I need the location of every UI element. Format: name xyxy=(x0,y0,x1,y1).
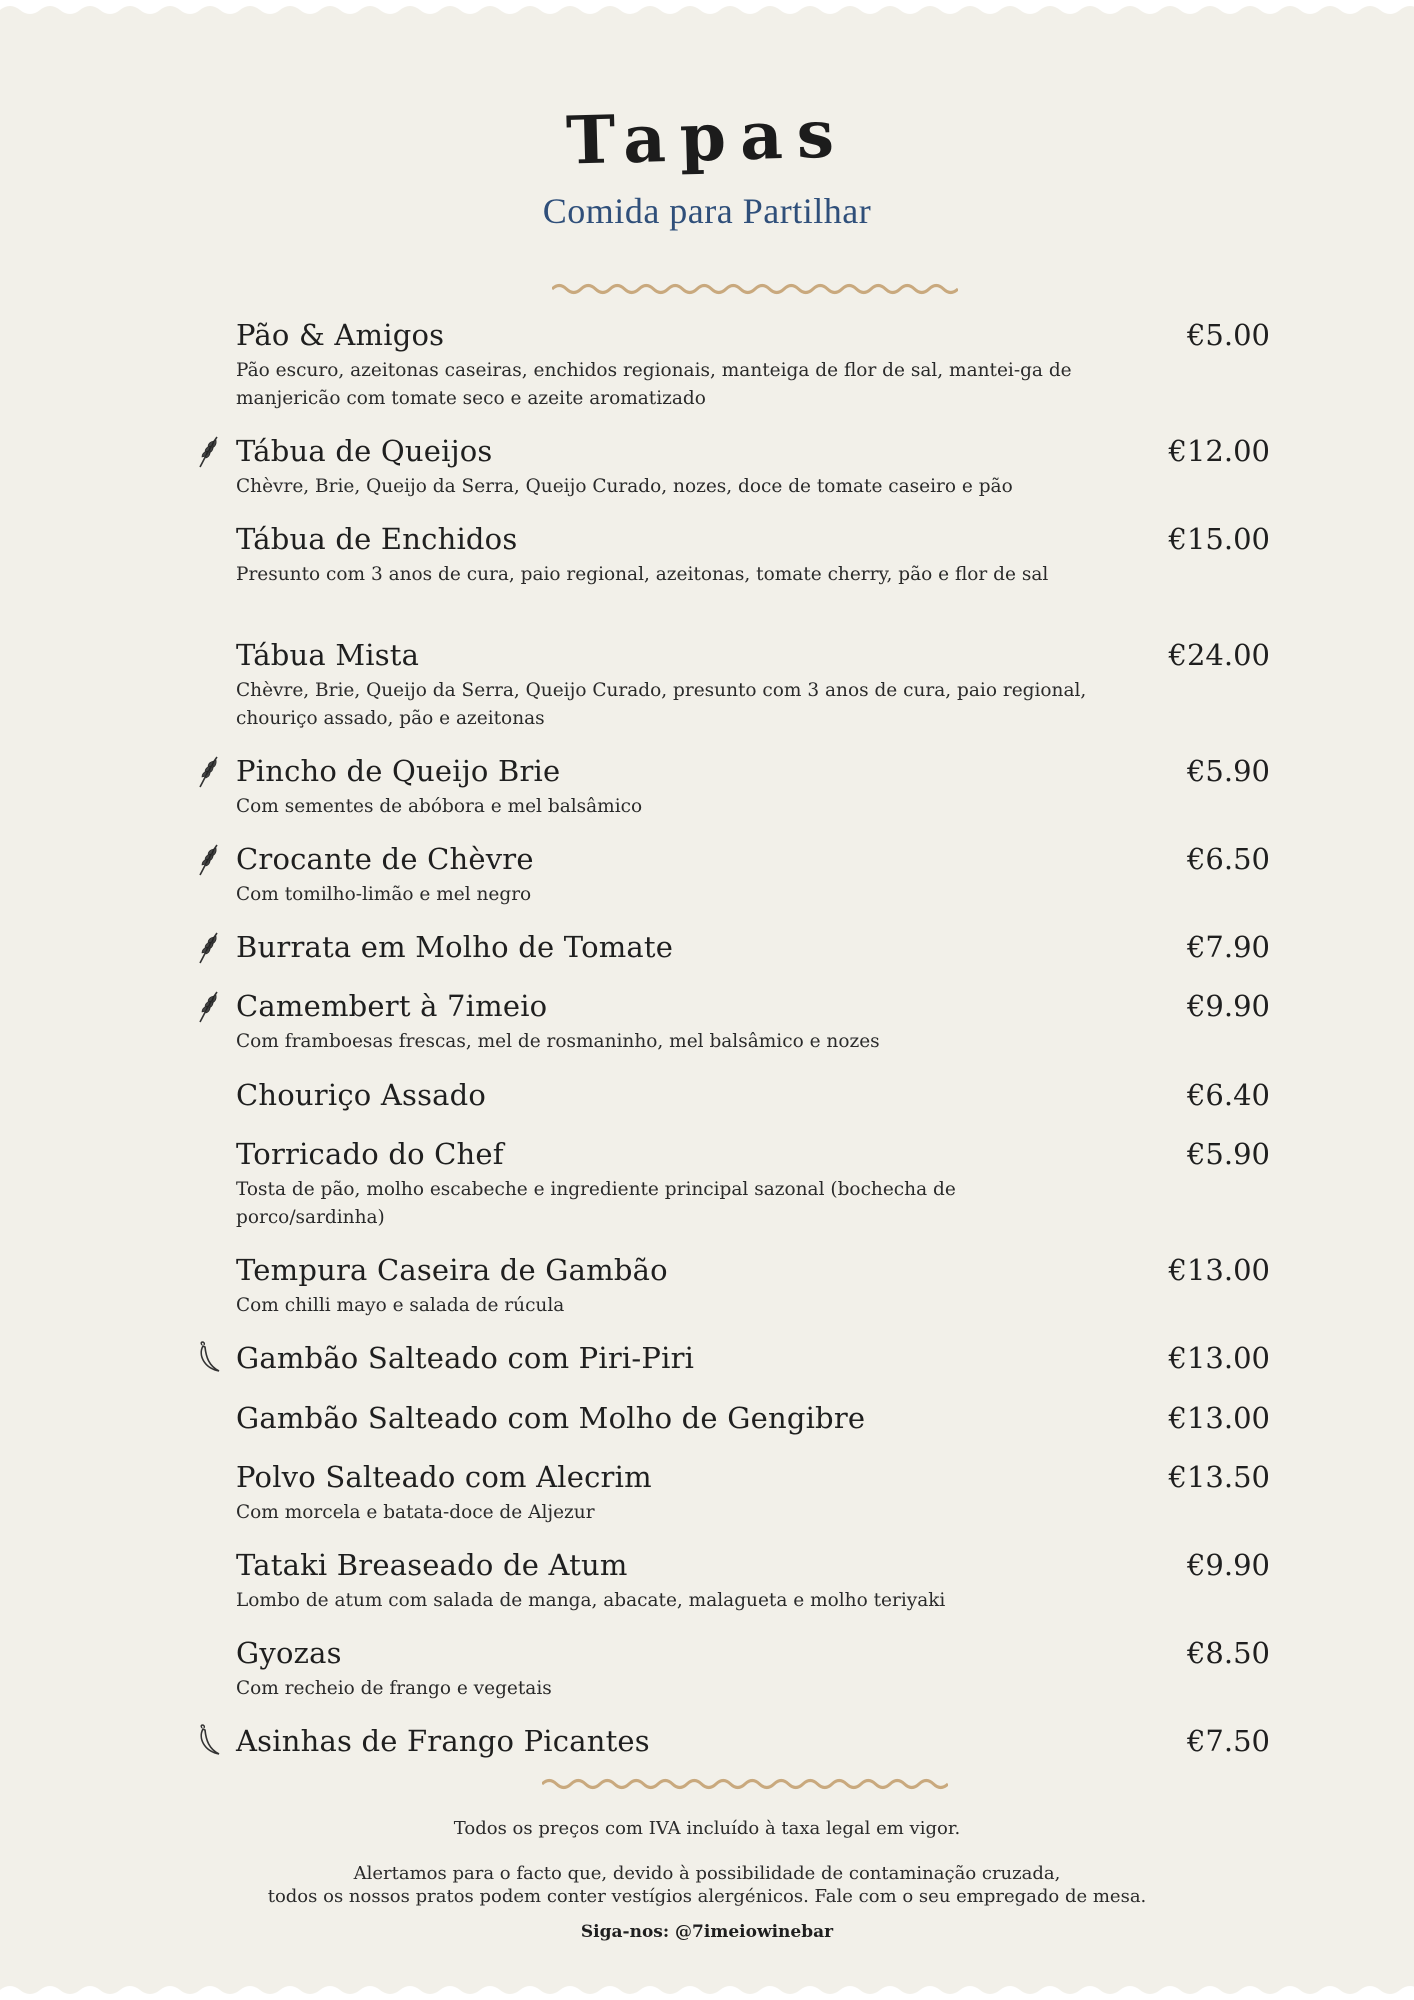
bottom-wavy-divider xyxy=(542,1775,948,1793)
menu-item-price: €15.00 xyxy=(1168,522,1270,556)
page-subtitle: Comida para Partilhar xyxy=(542,191,872,231)
menu-item-name: Crocante de Chèvre xyxy=(236,842,534,876)
menu-item-description: Com tomilho-limão e mel negro xyxy=(236,884,532,905)
menu-item-name: Gambão Salteado com Molho de Gengibre xyxy=(236,1401,866,1435)
menu-item-price: €13.50 xyxy=(1168,1460,1270,1494)
menu-item-name: Tábua de Queijos xyxy=(236,434,493,468)
menu-item-price: €5.00 xyxy=(1186,318,1270,352)
menu-item-price: €7.50 xyxy=(1186,1724,1270,1758)
menu-item-price: €12.00 xyxy=(1168,434,1270,468)
menu-item-description: Chèvre, Brie, Queijo da Serra, Queijo Curado, nozes, doce de tomate caseiro e pão xyxy=(236,476,1013,497)
menu-item-name: Pão & Amigos xyxy=(236,318,445,352)
menu-item-name: Burrata em Molho de Tomate xyxy=(236,930,674,964)
menu-item-price: €13.00 xyxy=(1168,1401,1270,1435)
menu-item-name: Torricado do Chef xyxy=(236,1137,504,1171)
wheat-icon xyxy=(196,754,222,788)
menu-item-description: Pão escuro, azeitonas caseiras, enchidos regionais, manteiga de flor de sal, mantei-ga de manjericão com tomate seco e azeite aromatizado xyxy=(236,360,1072,409)
menu-item-description: Com chilli mayo e salada de rúcula xyxy=(236,1295,565,1316)
menu-item-name: Gyozas xyxy=(236,1636,342,1670)
menu-item-name: Chouriço Assado xyxy=(236,1078,487,1112)
wheat-icon xyxy=(196,989,222,1023)
menu-item-name: Camembert à 7imeio xyxy=(236,989,548,1023)
bottom-wavy-edge xyxy=(0,1978,1414,2000)
menu-item-description: Presunto com 3 anos de cura, paio regional, azeitonas, tomate cherry, pão e flor de sal xyxy=(236,564,1049,585)
menu-item-name: Gambão Salteado com Piri-Piri xyxy=(236,1341,695,1375)
vat-note: Todos os preços com IVA incluído à taxa legal em vigor. xyxy=(453,1818,961,1839)
menu-item-description: Chèvre, Brie, Queijo da Serra, Queijo Curado, presunto com 3 anos de cura, paio regional, chouriço assado, pão e azeitonas xyxy=(236,680,1087,729)
menu-item-price: €8.50 xyxy=(1186,1636,1270,1670)
top-wavy-divider xyxy=(552,280,958,298)
wheat-icon xyxy=(196,930,222,964)
menu-item-name: Asinhas de Frango Picantes xyxy=(236,1724,650,1758)
menu-item-price: €24.00 xyxy=(1168,638,1270,672)
menu-item-price: €6.40 xyxy=(1186,1078,1270,1112)
menu-item-description: Lombo de atum com salada de manga, abacate, malagueta e molho teriyaki xyxy=(236,1590,946,1611)
menu-item-name: Tábua Mista xyxy=(236,638,420,672)
menu-item-description: Tosta de pão, molho escabeche e ingrediente principal sazonal (bochecha de porco/sardinha) xyxy=(236,1179,956,1228)
menu-item-description: Com framboesas frescas, mel de rosmaninho, mel balsâmico e nozes xyxy=(236,1031,880,1052)
menu-item-price: €9.90 xyxy=(1186,989,1270,1023)
menu-item-price: €5.90 xyxy=(1186,754,1270,788)
wheat-icon xyxy=(196,842,222,876)
menu-item-description: Com sementes de abóbora e mel balsâmico xyxy=(236,796,643,817)
menu-item-name: Tábua de Enchidos xyxy=(236,522,518,556)
wheat-icon xyxy=(196,434,222,468)
menu-item-price: €13.00 xyxy=(1168,1341,1270,1375)
menu-item-price: €5.90 xyxy=(1186,1137,1270,1171)
page-title: Tapas xyxy=(565,94,849,180)
menu-item-name: Tataki Breaseado de Atum xyxy=(236,1548,628,1582)
menu-item-price: €6.50 xyxy=(1186,842,1270,876)
menu-item-price: €7.90 xyxy=(1186,930,1270,964)
chili-icon xyxy=(196,1341,222,1375)
social-handle[interactable]: Siga-nos: @7imeiowinebar xyxy=(580,1922,834,1942)
allergen-note-line-1: Alertamos para o facto que, devido à possibilidade de contaminação cruzada, xyxy=(353,1863,1061,1884)
menu-item-description: Com recheio de frango e vegetais xyxy=(236,1678,552,1699)
allergen-note-line-2: todos os nossos pratos podem conter vestígios alergénicos. Fale com o seu empregado de mesa. xyxy=(267,1886,1147,1907)
menu-item-name: Polvo Salteado com Alecrim xyxy=(236,1460,652,1494)
menu-item-price: €9.90 xyxy=(1186,1548,1270,1582)
menu-item-name: Tempura Caseira de Gambão xyxy=(236,1253,668,1287)
menu-item-description: Com morcela e batata-doce de Aljezur xyxy=(236,1502,595,1523)
chili-icon xyxy=(196,1724,222,1758)
top-wavy-edge xyxy=(0,0,1414,22)
menu-item-name: Pincho de Queijo Brie xyxy=(236,754,561,788)
menu-item-price: €13.00 xyxy=(1168,1253,1270,1287)
